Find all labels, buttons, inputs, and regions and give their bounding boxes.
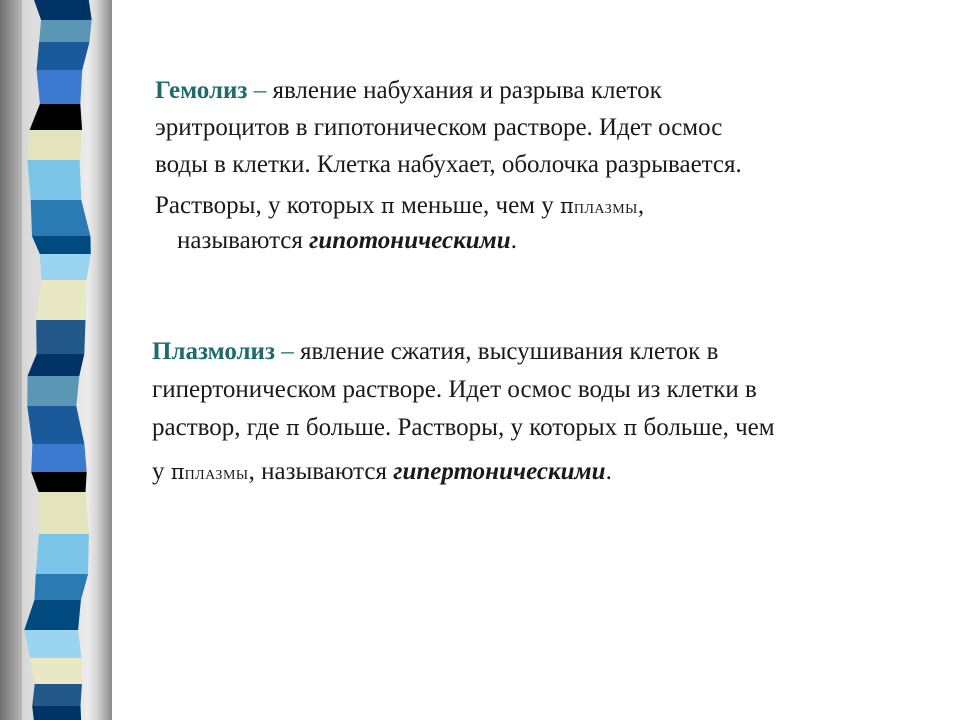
- plasma-subscript: ПЛАЗМЫ: [573, 202, 638, 217]
- pi-symbol: π: [623, 416, 638, 440]
- pi-symbol: π: [560, 194, 574, 218]
- plasmolysis-line-3-a: раствор, где: [152, 414, 280, 441]
- ribbon-stripe: [27, 130, 82, 160]
- ribbon-stripe: [27, 406, 84, 444]
- ribbon-stripe: [28, 354, 85, 376]
- ribbon-stripe: [34, 0, 92, 20]
- hemolysis-line-5: [177, 222, 517, 259]
- ribbon-stripe: [36, 280, 86, 320]
- pi-symbol: π: [380, 194, 395, 218]
- plasmolysis-dash: –: [275, 338, 301, 365]
- plasmolysis-term: Плазмолиз: [152, 338, 276, 365]
- hemolysis-comma: ,: [637, 192, 645, 219]
- ribbon-stripe: [27, 160, 81, 200]
- hemolysis-line-4-a: Растворы, у которых: [155, 192, 375, 219]
- ribbon-stripe: [31, 472, 86, 492]
- ribbon-stripe: [30, 658, 82, 684]
- plasmolysis-line-3-b: больше. Растворы, у которых: [305, 414, 618, 441]
- ribbon-stripe: [24, 600, 81, 630]
- ribbon-stripe: [27, 376, 79, 406]
- ribbon-stripe: [37, 70, 83, 104]
- plasmolysis-line-1: [152, 333, 718, 370]
- ribbon-stripe: [37, 42, 90, 70]
- ribbon-stripe: [34, 574, 88, 600]
- ribbon-stripe: [36, 534, 89, 574]
- hypertonic-term: гипертоническими: [393, 458, 606, 485]
- ribbon-stripe: [36, 320, 85, 354]
- ribbon-stripe: [31, 444, 86, 472]
- plasmolysis-period: .: [605, 458, 612, 485]
- hemolysis-line-4-b: меньше, чем у: [400, 192, 554, 219]
- ribbon-stripe: [32, 684, 82, 706]
- hemolysis-line-2: эритроцитов в гипотоническом растворе. Идет осмос: [155, 114, 723, 141]
- hemolysis-line-3: воды в клетки. Клетка набухает, оболочка разрывается.: [155, 151, 742, 178]
- ribbon-stripe: [24, 630, 81, 658]
- hemolysis-term: Гемолиз: [155, 77, 248, 104]
- hemolysis-dash: –: [247, 77, 273, 104]
- ribbon-stripe: [40, 254, 91, 280]
- pi-symbol: π: [285, 416, 300, 440]
- pi-symbol: π: [170, 460, 185, 484]
- hemolysis-line-1-text: явление набухания и разрыва клеток: [272, 77, 662, 104]
- plasma-subscript: ПЛАЗМЫ: [184, 468, 249, 483]
- ribbon-stripe: [30, 104, 83, 130]
- plasmolysis-line-4-b: , называются: [248, 458, 388, 485]
- plasmolysis-line-4: [152, 453, 612, 494]
- plasmolysis-line-4-a: у: [152, 458, 165, 485]
- ribbon-stripe: [32, 236, 91, 254]
- plasmolysis-line-3-c: больше, чем: [643, 414, 775, 441]
- hemolysis-period: .: [510, 227, 517, 254]
- plasmolysis-line-1-text: явление сжатия, высушивания клеток в: [300, 338, 719, 365]
- ribbon-stripe: [32, 706, 81, 720]
- ribbon-stripe: [39, 492, 89, 534]
- plasmolysis-line-2: гипертоническом растворе. Идет осмос воды из клетки в: [152, 376, 757, 403]
- hemolysis-line-5-a: называются: [177, 227, 303, 254]
- hemolysis-line-1: [155, 72, 662, 109]
- ribbon-stripe: [39, 20, 92, 42]
- plasmolysis-line-3: [152, 409, 775, 447]
- hypotonic-term: гипотоническими: [309, 227, 511, 254]
- ribbon-stripe: [31, 200, 91, 236]
